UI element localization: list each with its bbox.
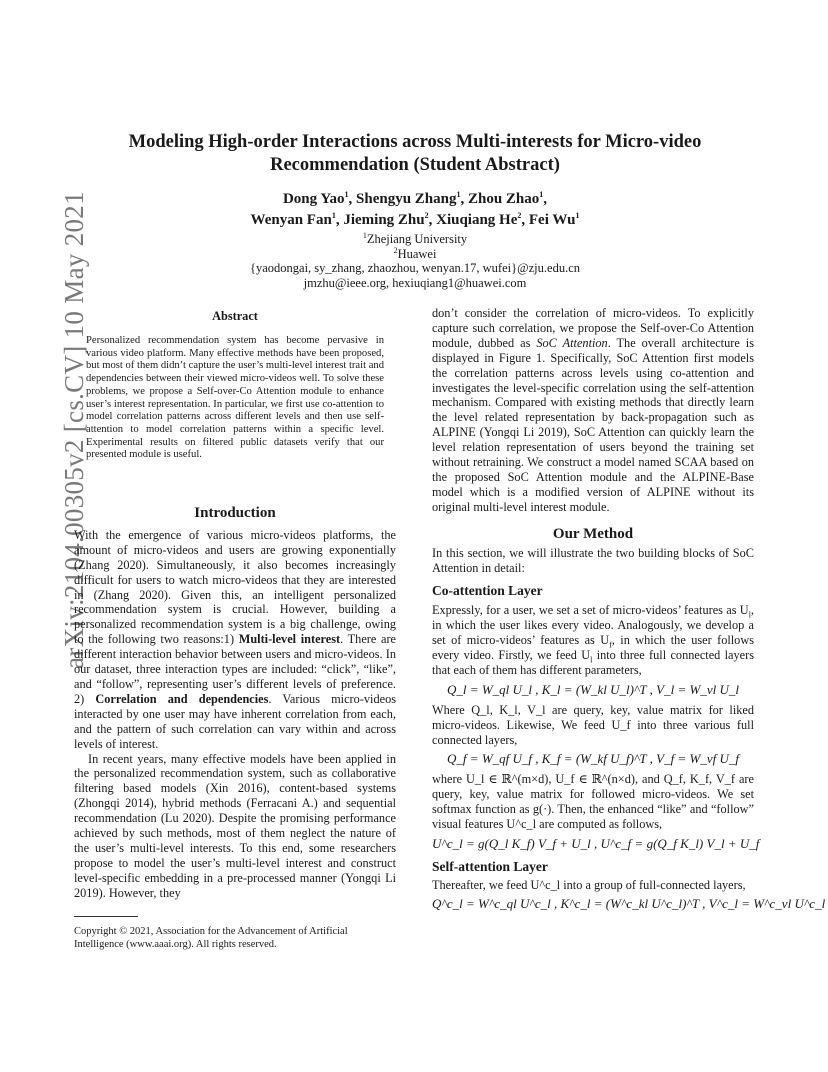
coattention-heading: Co-attention Layer bbox=[432, 583, 543, 599]
abstract-heading: Abstract bbox=[212, 309, 258, 323]
author-list bbox=[90, 189, 740, 231]
affiliation-1: $^1$Zhejiang University bbox=[362, 230, 468, 246]
affiliations bbox=[90, 232, 740, 290]
footnote-rule bbox=[74, 916, 138, 917]
title-line-1: Modeling High-order Interactions across Multi-interests for Micro-video bbox=[128, 132, 702, 152]
left-column bbox=[74, 506, 396, 901]
author-name: Jieming Zhu bbox=[343, 212, 425, 228]
arxiv-stamp-text: arXiv:2104.00305v2 [cs.CV] 10 May 2021 bbox=[59, 191, 89, 669]
arxiv-stamp bbox=[8, 150, 89, 710]
email-line-2: jmzhu@ieee.org, hexiuqiang1@huawei.com bbox=[303, 275, 527, 290]
introduction-heading: Introduction bbox=[194, 505, 276, 521]
affiliation-2: $^2$Huawei bbox=[393, 245, 437, 261]
paper-title bbox=[90, 131, 740, 177]
our-method-heading: Our Method bbox=[552, 525, 634, 542]
equation-1-explanation: Where Q_l, K_l, V_l are query, key, value matrix for liked micro-videos. Likewise, We feed U_f into three various full connected layers, bbox=[432, 702, 754, 747]
right-paragraph-1: don’t consider the correlation of micro-videos. To explicitly capture such correlation, we propose the Self-over-Co Attention module, dubbed as SoC Attention. The overall architecture is displayed in Figure 1. Specifically, SoC Attention first models the correlation patterns across levels using co-attention and investigates the level-specific correlation using the self-attention mechanism. Compared with existing methods that directly learn the level related representation by back-propagation such as ALPINE (Yongqi Li 2019), SoC Attention can quickly learn the level relation representation of users beyond the training set without retraining. We construct a model named SCAA based on the proposed SoC Attention module and the ALPINE-Base model which is a modified version of ALPINE without its original multi-level interest module. bbox=[432, 306, 754, 514]
author-name: Dong Yao bbox=[282, 191, 345, 207]
email-line-1: {yaodongai, sy_zhang, zhaozhou, wenyan.17, wufei}@zju.edu.cn bbox=[249, 261, 580, 275]
copyright-footnote: Copyright © 2021, Association for the Advancement of Artificial Intelligence (www.aaai.org). All rights reserved. bbox=[74, 926, 348, 950]
author-name: Xiuqiang He bbox=[436, 212, 518, 228]
coattention-paragraph: Expressly, for a user, we set a set of micro-videos’ features as $U_l$, in which the user likes every video. Analogously, we develop a set of micro-videos’ features as $U_f$, in which the user follows every video. Firstly, we feed $U_l$ into three full connected layers that each of them has different parameters, bbox=[432, 603, 754, 677]
author-name: Zhou Zhao bbox=[467, 191, 540, 207]
author-line-1: Dong Yao$^1$, Shengyu Zhang$^1$, Zhou Zhao$^1$, bbox=[282, 190, 548, 207]
author-name: Shengyu Zhang bbox=[356, 191, 457, 207]
equation-1: Q_l = W_ql U_l , K_l = (W_kl U_l)^T , V_l = W_vl U_l bbox=[447, 681, 739, 697]
author-name: Wenyan Fan bbox=[250, 212, 332, 228]
equation-2: Q_f = W_qf U_f , K_f = (W_kf U_f)^T , V_f = W_vf U_f bbox=[447, 751, 739, 767]
intro-paragraph-2: In recent years, many effective models have been applied in the personalized recommendation system, such as collaborative filtering based models (Xin 2016), content-based systems (Zhongqi 2014), hybrid methods (Ferracani A.) and sequential recommendation (Lu 2020). Despite the promising performance achieved by such methods, most of them neglect the nature of the user’s multi-level interests. To this end, some researchers propose to model the user’s multi-level interest and construct level-specific embedding in a pre-processed manner (Yongqi Li 2019). However, they bbox=[74, 751, 396, 900]
right-column bbox=[432, 306, 826, 912]
abstract-body: Personalized recommendation system has become pervasive in various video platform. Many effective methods have been proposed, but most of them didn’t capture the user’s multi-level interest trait and dependencies between their viewed micro-videos well. To solve these problems, we propose a Self-over-Co Attention module to enhance user’s interest representation. In particular, we first use co-attention to model correlation patterns across different levels and then use self-attention to model correlation patterns within a specific level. Experimental results on filtered public datasets verify that our presented module is useful. bbox=[86, 335, 384, 461]
title-line-2: Recommendation (Student Abstract) bbox=[270, 155, 560, 175]
author-name: Fei Wu bbox=[528, 212, 576, 228]
method-intro: In this section, we will illustrate the two building blocks of SoC Attention in detail: bbox=[432, 545, 754, 575]
equation-4: Q^c_l = W^c_ql U^c_l , K^c_l = (W^c_kl U^c_l)^T , V^c_l = W^c_vl U^c_l bbox=[432, 895, 826, 911]
equation-2-explanation: where U_l ∈ ℝ^(m×d), U_f ∈ ℝ^(n×d), and Q_f, K_f, V_f are query, key, value matrix for followed micro-videos. We set softmax function as g(·). Then, the enhanced “like” and “follow” visual features U^c_l are computed as follows, bbox=[432, 772, 754, 832]
equation-3: U^c_l = g(Q_l K_f) V_f + U_l , U^c_f = g(Q_f K_l) V_l + U_f bbox=[432, 836, 760, 851]
selfattention-heading: Self-attention Layer bbox=[432, 858, 548, 874]
author-line-2: Wenyan Fan$^1$, Jieming Zhu$^2$, Xiuqiang He$^2$, Fei Wu$^1$ bbox=[250, 211, 580, 228]
intro-paragraph-1: With the emergence of various micro-videos platforms, the amount of micro-videos and users are growing exponentially (Zhang 2020). Simultaneously, it also becomes increasingly difficult for users to watch micro-videos that they are interested in (Zhang 2020). Given this, an intelligent personalized recommendation system is crucial. However, building a personalized recommendation system is a big challenge, owing to the following two reasons:1) Multi-level interest. There are different interaction behavior between users and micro-videos. In our dataset, three interaction types are included: “click”, “like”, and “follow”, representing user’s different levels of preference. 2) Correlation and dependencies. Various micro-videos interacted by one user may have inherent correlation from each, and the pattern of such correlation can vary within and across levels of interest. bbox=[74, 527, 397, 751]
selfattention-paragraph: Thereafter, we feed U^c_l into a group of full-connected layers, bbox=[432, 877, 746, 892]
